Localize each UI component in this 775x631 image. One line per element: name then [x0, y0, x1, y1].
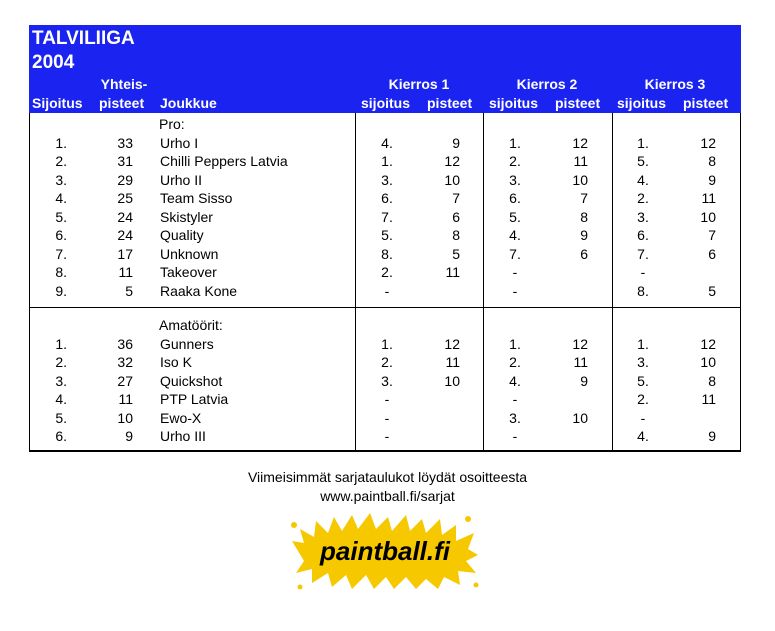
title-line-2: 2004 [32, 52, 75, 73]
round-1-points-cell: 11 [445, 354, 460, 370]
round-2-rank-cell: 2. [509, 354, 521, 370]
rank-cell: 4. [55, 190, 67, 206]
round-2-rank-cell: 2. [509, 153, 521, 169]
round-3-points-cell: 5 [708, 282, 716, 299]
round-1-rank-cell: 7. [381, 208, 393, 225]
round-2-points-cell: 9 [580, 372, 588, 389]
round-1-points-cell: 8 [452, 227, 460, 243]
col-total-header-bottom: pisteet [99, 95, 145, 111]
round-1-title: Kierros 1 [388, 76, 450, 92]
logo-text: paintball.fi [320, 536, 450, 566]
round-2-rank-cell: - [512, 282, 518, 299]
round-3-rank-header: sijoitus [617, 95, 667, 111]
round-3-rank-cell: - [640, 409, 646, 426]
round-1-rank-cell: 1. [381, 335, 393, 352]
round-3-points-cell: 8 [708, 153, 716, 169]
team-name-cell: Team Sisso [160, 190, 233, 206]
standings-table [29, 113, 741, 451]
team-name-cell: Ewo-X [160, 409, 202, 426]
round-1-points-cell: 12 [444, 153, 460, 169]
round-2-points-cell: 11 [573, 153, 588, 169]
round-3-rank-cell: 1. [637, 134, 649, 151]
table-row [29, 390, 741, 408]
title-line-1: TALVILIIGA [32, 28, 135, 49]
round-2-rank-cell: 3. [509, 409, 521, 426]
table-row [29, 171, 741, 189]
round-2-points-cell: 12 [572, 335, 588, 352]
round-2-rank-cell: 1. [509, 335, 521, 352]
col-team-header: Joukkue [160, 95, 217, 111]
total-points-cell: 32 [117, 354, 133, 370]
rank-cell: 6. [55, 428, 67, 444]
rank-cell: 3. [55, 372, 67, 389]
footer-url: www.paintball.fi/sarjat [320, 488, 455, 504]
round-1-points-cell: 5 [452, 245, 460, 262]
round-2-rank-header: sijoitus [489, 95, 539, 111]
rank-cell: 9. [55, 282, 67, 299]
col-rank-header: Sijoitus [32, 95, 83, 111]
round-1-points-header: pisteet [427, 95, 473, 111]
round-1-rank-cell: 6. [381, 190, 393, 206]
team-name-cell: Urho III [160, 428, 206, 444]
round-2-rank-cell: 7. [509, 245, 521, 262]
round-3-points-cell: 12 [700, 335, 716, 352]
table-row [29, 335, 741, 353]
total-points-cell: 11 [118, 264, 133, 280]
team-name-cell: Unknown [160, 245, 219, 262]
team-name-cell: Skistyler [160, 208, 213, 225]
team-name-cell: Quality [160, 227, 204, 243]
rank-cell: 2. [55, 354, 67, 370]
total-points-cell: 17 [117, 245, 133, 262]
round-2-points-cell: 11 [573, 354, 588, 370]
round-3-points-cell: 11 [701, 190, 716, 206]
round-1-rank-cell: 2. [381, 264, 393, 280]
round-1-rank-cell: 3. [381, 372, 393, 389]
round-3-rank-cell: 5. [637, 372, 649, 389]
rank-cell: 1. [55, 134, 67, 151]
paintball-logo [290, 511, 480, 591]
section-label: Pro: [159, 116, 185, 132]
table-row [29, 427, 741, 445]
team-name-cell: Iso K [160, 354, 192, 370]
total-points-cell: 24 [117, 208, 133, 225]
round-3-points-cell: 10 [700, 208, 716, 225]
round-1-rank-cell: 3. [381, 171, 393, 188]
table-row [29, 409, 741, 427]
round-3-points-cell: 8 [708, 372, 716, 389]
round-2-rank-cell: - [512, 428, 518, 444]
round-1-rank-cell: 2. [381, 354, 393, 370]
team-name-cell: PTP Latvia [160, 391, 229, 407]
round-1-rank-header: sijoitus [361, 95, 411, 111]
footer-text: Viimeisimmät sarjataulukot löydät osoitteesta [247, 469, 528, 485]
round-3-rank-cell: 6. [637, 227, 649, 243]
round-3-title: Kierros 3 [644, 76, 706, 92]
rank-cell: 6. [55, 227, 67, 243]
total-points-cell: 36 [117, 335, 133, 352]
rank-cell: 3. [55, 171, 67, 188]
table-row [29, 189, 741, 207]
round-1-points-cell: 9 [452, 134, 460, 151]
table-row [29, 226, 741, 244]
total-points-cell: 24 [117, 227, 133, 243]
rank-cell: 5. [55, 409, 67, 426]
round-2-points-cell: 12 [572, 134, 588, 151]
team-name-cell: Takeover [160, 264, 217, 280]
table-row [29, 134, 741, 152]
round-3-rank-cell: 2. [637, 190, 649, 206]
team-name-cell: Gunners [160, 335, 214, 352]
table-row [29, 353, 741, 371]
round-2-points-cell: 8 [580, 208, 588, 225]
round-3-points-cell: 12 [700, 134, 716, 151]
round-2-points-cell: 10 [572, 171, 588, 188]
rank-cell: 4. [55, 391, 67, 407]
round-1-rank-cell: 5. [381, 227, 393, 243]
total-points-cell: 29 [117, 171, 133, 188]
total-points-cell: 10 [117, 409, 133, 426]
section-label: Amatöörit: [159, 317, 223, 333]
round-3-rank-cell: 1. [637, 335, 649, 352]
round-2-points-header: pisteet [555, 95, 601, 111]
round-1-rank-cell: - [384, 282, 390, 299]
rank-cell: 5. [55, 208, 67, 225]
round-1-rank-cell: - [384, 409, 390, 426]
paint-splash-icon [290, 511, 480, 591]
round-3-rank-cell: - [640, 264, 646, 280]
team-name-cell: Quickshot [160, 372, 223, 389]
round-3-points-cell: 7 [708, 227, 716, 243]
team-name-cell: Urho I [160, 134, 199, 151]
round-3-rank-cell: 3. [637, 354, 649, 370]
round-3-rank-cell: 8. [637, 282, 649, 299]
round-3-points-cell: 6 [708, 245, 716, 262]
rank-cell: 1. [55, 335, 67, 352]
round-3-points-cell: 9 [708, 428, 716, 444]
round-2-rank-cell: 1. [509, 134, 521, 151]
round-2-title: Kierros 2 [516, 76, 578, 92]
table-row [29, 263, 741, 281]
round-3-points-cell: 9 [708, 171, 716, 188]
border-bottom [29, 450, 741, 452]
round-1-points-cell: 7 [452, 190, 460, 206]
round-1-rank-cell: 4. [381, 134, 393, 151]
round-2-rank-cell: - [512, 391, 518, 407]
round-2-rank-cell: 3. [509, 171, 521, 188]
total-points-cell: 27 [117, 372, 133, 389]
round-3-points-cell: 11 [701, 391, 716, 407]
total-points-cell: 33 [117, 134, 133, 151]
team-name-cell: Raaka Kone [160, 282, 238, 299]
section-divider [29, 307, 741, 308]
round-1-rank-cell: 1. [381, 153, 393, 169]
rank-cell: 2. [55, 153, 67, 169]
table-header [29, 25, 741, 113]
table-row [29, 245, 741, 263]
round-1-rank-cell: - [384, 391, 390, 407]
round-1-points-cell: 10 [444, 372, 460, 389]
round-2-points-cell: 9 [580, 227, 588, 243]
round-1-rank-cell: 8. [381, 245, 393, 262]
round-2-rank-cell: 5. [509, 208, 521, 225]
round-1-rank-cell: - [384, 428, 390, 444]
total-points-cell: 31 [117, 153, 133, 169]
total-points-cell: 9 [125, 428, 133, 444]
round-3-rank-cell: 3. [637, 208, 649, 225]
col-total-header-top: Yhteis- [100, 76, 148, 92]
round-3-rank-cell: 5. [637, 153, 649, 169]
rank-cell: 7. [55, 245, 67, 262]
rank-cell: 8. [55, 264, 67, 280]
round-1-points-cell: 12 [444, 335, 460, 352]
table-row [29, 152, 741, 170]
round-2-rank-cell: 6. [509, 190, 521, 206]
round-3-points-cell: 10 [700, 354, 716, 370]
team-name-cell: Chilli Peppers Latvia [160, 153, 288, 169]
table-row [29, 372, 741, 390]
round-3-rank-cell: 4. [637, 428, 649, 444]
round-1-points-cell: 6 [452, 208, 460, 225]
round-3-rank-cell: 4. [637, 171, 649, 188]
total-points-cell: 25 [117, 190, 133, 206]
round-2-rank-cell: 4. [509, 227, 521, 243]
round-2-points-cell: 7 [580, 190, 588, 206]
round-1-points-cell: 10 [444, 171, 460, 188]
total-points-cell: 11 [118, 391, 133, 407]
team-name-cell: Urho II [160, 171, 203, 188]
round-3-rank-cell: 7. [637, 245, 649, 262]
round-2-rank-cell: - [512, 264, 518, 280]
round-2-points-cell: 10 [572, 409, 588, 426]
total-points-cell: 5 [125, 282, 133, 299]
round-1-points-cell: 11 [445, 264, 460, 280]
table-row [29, 282, 741, 300]
round-3-points-header: pisteet [683, 95, 729, 111]
round-2-points-cell: 6 [580, 245, 588, 262]
table-row [29, 208, 741, 226]
round-3-rank-cell: 2. [637, 391, 649, 407]
round-2-rank-cell: 4. [509, 372, 521, 389]
